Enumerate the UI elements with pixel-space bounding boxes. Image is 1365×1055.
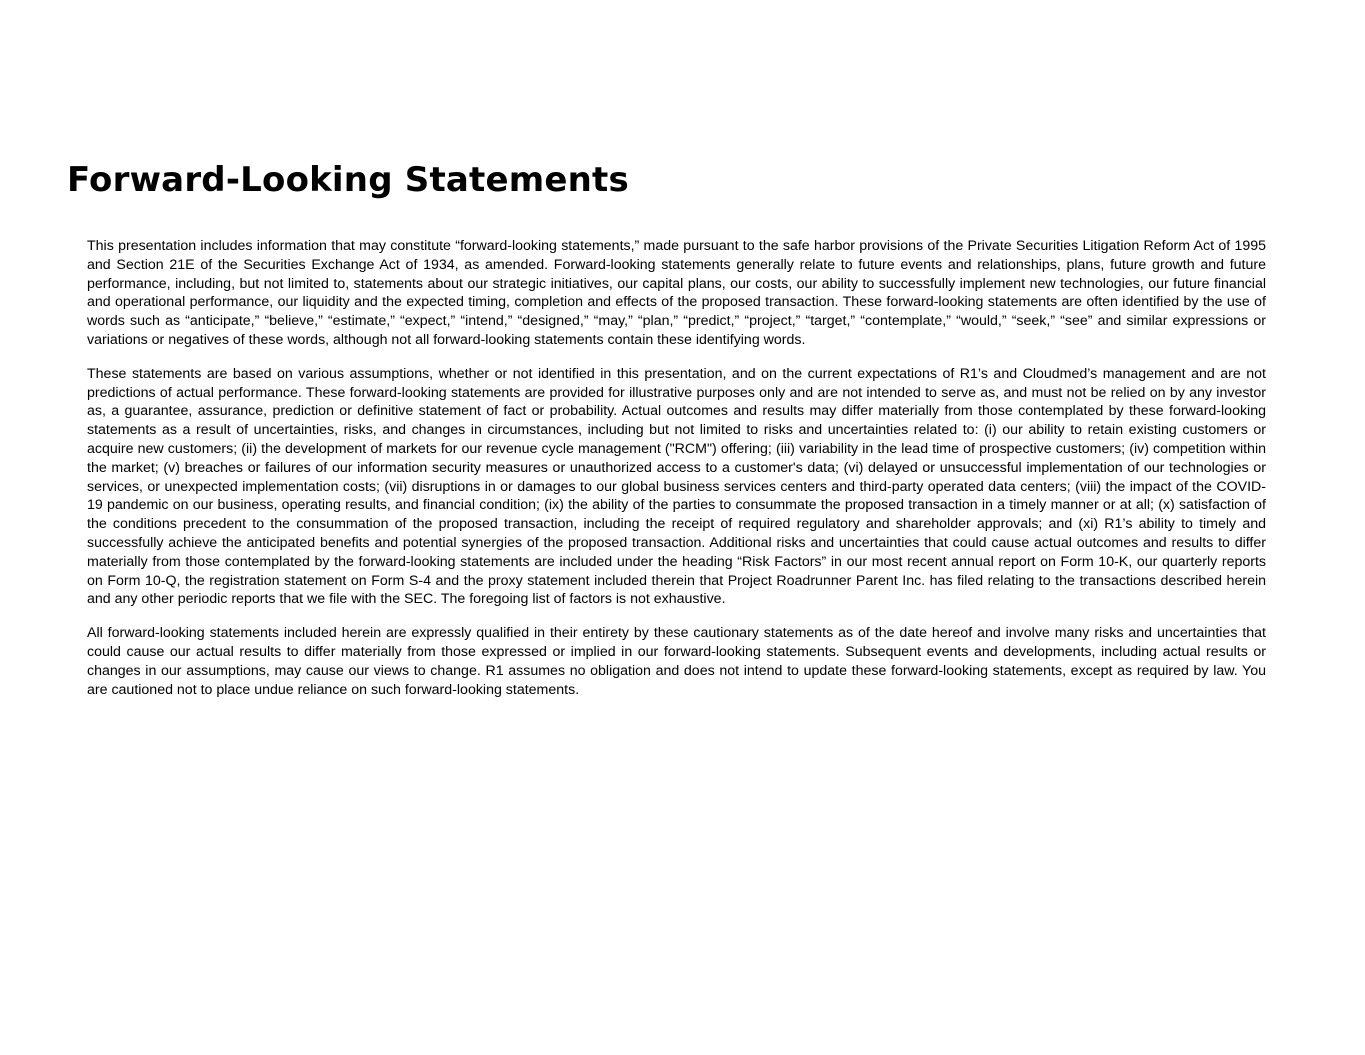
page-title: Forward-Looking Statements [67,160,629,200]
paragraph-assumptions-and-risks: These statements are based on various assumptions, whether or not identified in this presentation, and on the current expectations of R1’s and Cloudmed’s management and are not predictions of actual performance. These forward-looking statements are provided for illustrative purposes only and are not intended to serve as, and must not be relied on by any investor as, a guarantee, assurance, prediction or definitive statement of fact or probability. Actual outcomes and results may differ materially from those contemplated by these forward-looking statements as a result of uncertainties, risks, and changes in circumstances, including but not limited to risks and uncertainties related to: (i) our ability to retain existing customers or acquire new customers; (ii) the development of markets for our revenue cycle management ("RCM") offering; (iii) variability in the lead time of prospective customers; (iv) competition within the market; (v) breaches or failures of our information security measures or unauthorized access to a customer's data; (vi) delayed or unsuccessful implementation of our technologies or services, or unexpected implementation costs; (vii) disruptions in or damages to our global business services centers and third-party operated data centers; (viii) the impact of the COVID-19 pandemic on our business, operating results, and financial condition; (ix) the ability of the parties to consummate the proposed transaction in a timely manner or at all; (x) satisfaction of the conditions precedent to the consummation of the proposed transaction, including the receipt of required regulatory and shareholder approvals; and (xi) R1’s ability to timely and successfully achieve the anticipated benefits and potential synergies of the proposed transaction. Additional risks and uncertainties that could cause actual outcomes and results to differ materially from those contemplated by the forward-looking statements are included under the heading “Risk Factors” in our most recent annual report on Form 10-K, our quarterly reports on Form 10-Q, the registration statement on Form S-4 and the proxy statement included therein that Project Roadrunner Parent Inc. has filed relating to the transactions described herein and any other periodic reports that we file with the SEC. The foregoing list of factors is not exhaustive. [87,365,1266,608]
paragraph-forward-looking-definition: This presentation includes information that may constitute “forward-looking statements,” made pursuant to the safe harbor provisions of the Private Securities Litigation Reform Act of 1995 and Section 21E of the Securities Exchange Act of 1934, as amended. Forward-looking statements generally relate to future events and relationships, plans, future growth and future performance, including, but not limited to, statements about our strategic initiatives, our capital plans, our costs, our ability to successfully implement new technologies, our future financial and operational performance, our liquidity and the expected timing, completion and effects of the proposed transaction. These forward-looking statements are often identified by the use of words such as “anticipate,” “believe,” “estimate,” “expect,” “intend,” “designed,” “may,” “plan,” “predict,” “project,” “target,” “contemplate,” “would,” “seek,” “see” and similar expressions or variations or negatives of these words, although not all forward-looking statements contain these identifying words. [87,238,1266,348]
paragraph-qualification: All forward-looking statements included herein are expressly qualified in their entirety by these cautionary statements as of the date hereof and involve many risks and uncertainties that could cause our actual results to differ materially from those expressed or implied in our forward-looking statements. Subsequent events and developments, including actual results or changes in our assumptions, may cause our views to change. R1 assumes no obligation and does not intend to update these forward-looking statements, except as required by law. You are cautioned not to place undue reliance on such forward-looking statements. [87,625,1266,698]
disclaimer-body [87,237,1266,699]
